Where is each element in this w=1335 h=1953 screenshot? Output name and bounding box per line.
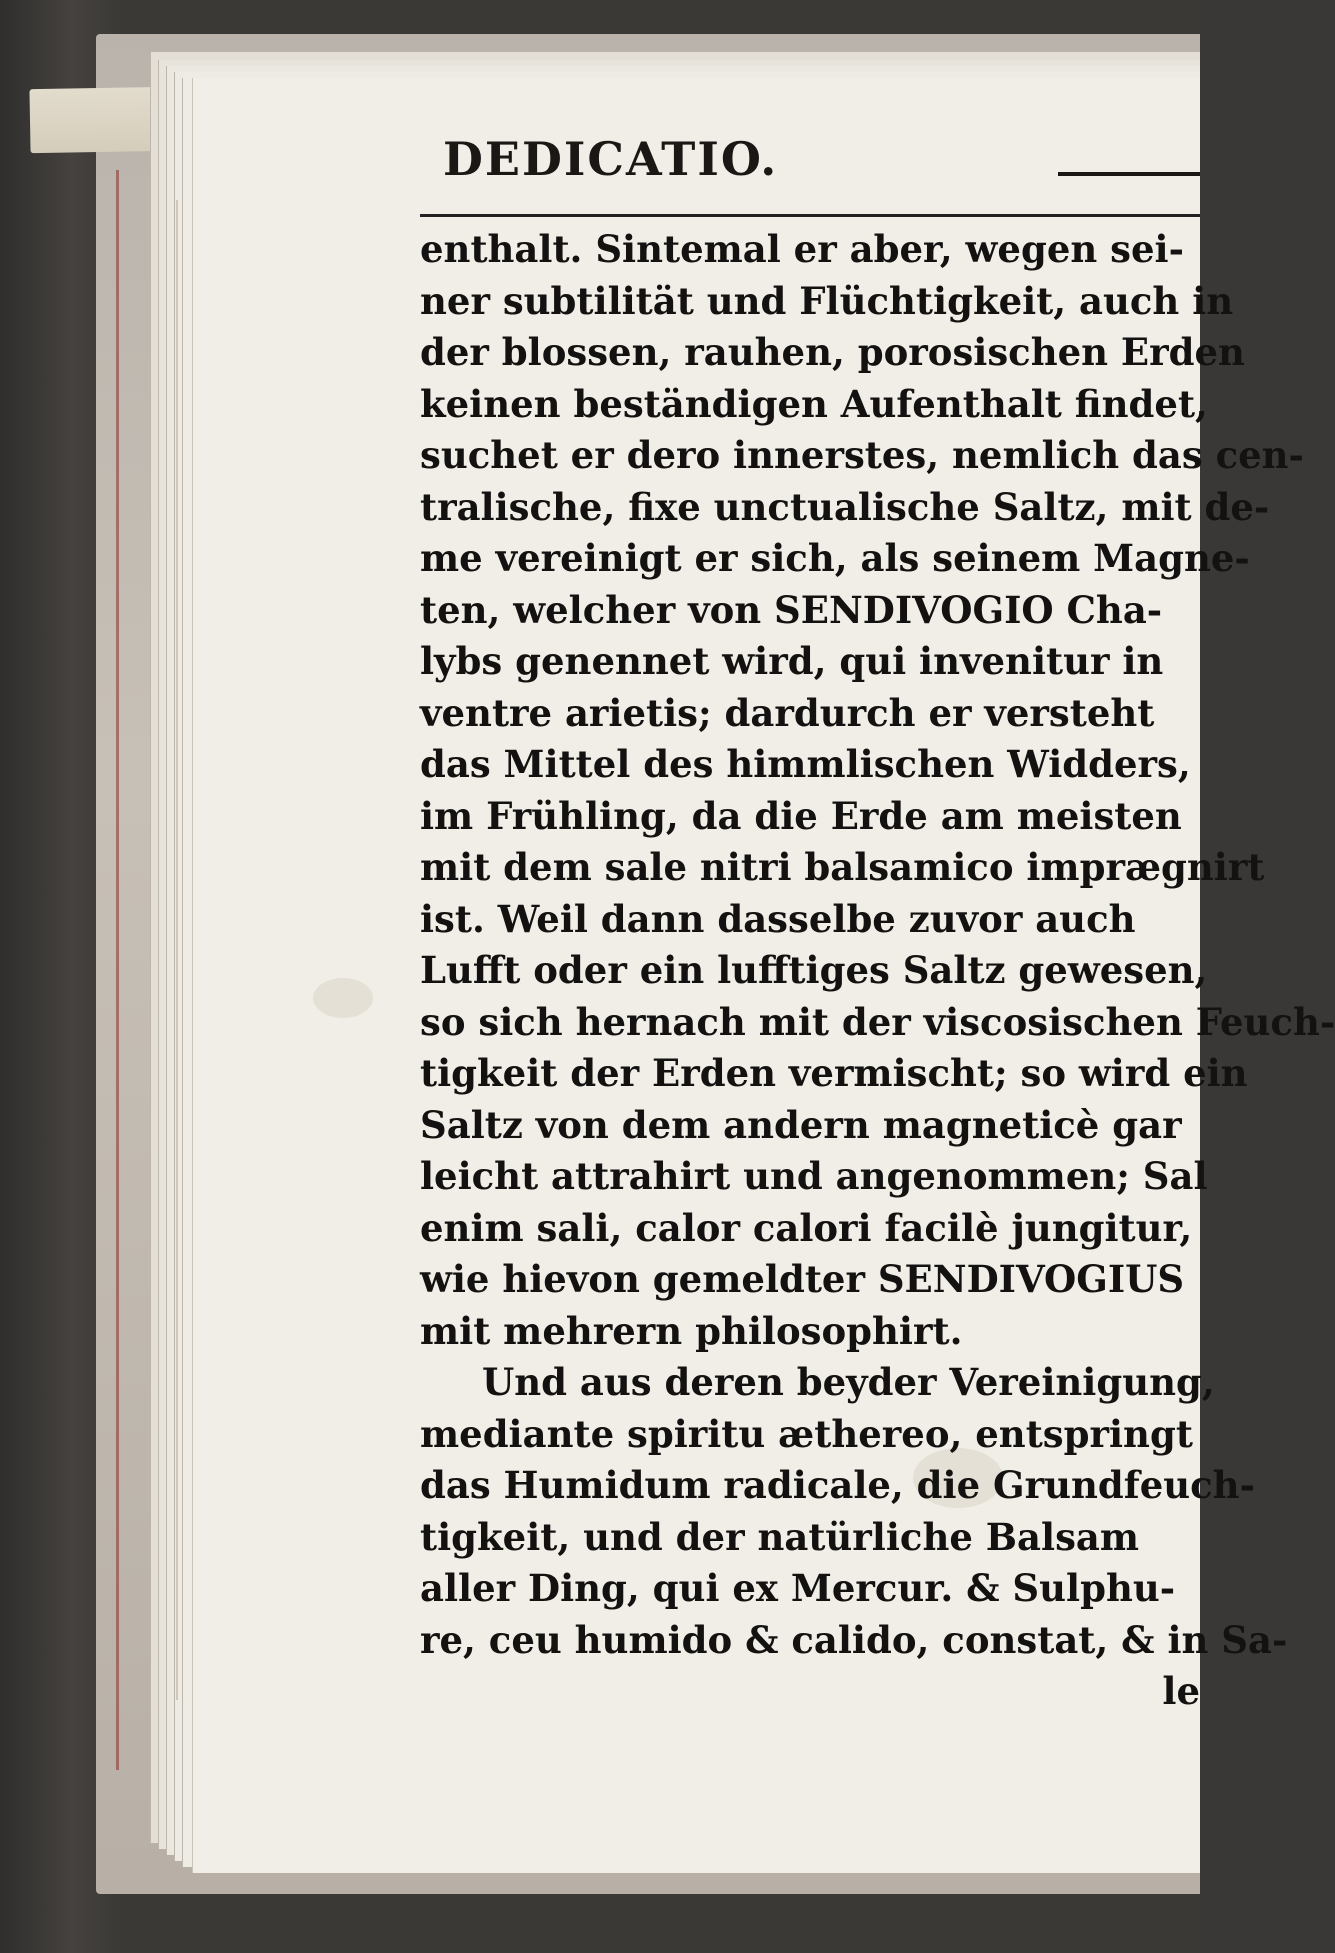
text-line: suchet er dero innerstes, nemlich das cen- xyxy=(420,433,1304,477)
text-line: ten, welcher von SENDIVOGIO Cha- xyxy=(420,587,1163,632)
text-line: keinen beständigen Aufenthalt findet, xyxy=(420,381,1208,426)
text-line: wie hievon gemeldter SENDIVOGIUS xyxy=(420,1257,1185,1301)
text-line: ventre arietis; dardurch er versteht xyxy=(420,690,1155,735)
body-text xyxy=(420,224,1335,1864)
text-line: enthalt. Sintemal er aber, wegen sei- xyxy=(420,227,1184,271)
text-line: das Humidum radicale, die Grundfeuch- xyxy=(420,1463,1255,1507)
text-line: der blossen, rauhen, porosischen Erden xyxy=(420,330,1245,374)
page-gutter xyxy=(176,200,178,1700)
page-header: DEDICATIO. xyxy=(443,132,779,186)
text-line: ner subtilität und Flüchtigkeit, auch in xyxy=(420,278,1234,323)
text-line: leicht attrahirt und angenommen; Sal xyxy=(420,1154,1208,1198)
text-line: tralische, fixe unctualische Saltz, mit de- xyxy=(420,484,1270,529)
cover-edge-stain xyxy=(116,170,119,1770)
header-rule xyxy=(420,214,1200,217)
text-line: ist. Weil dann dasselbe zuvor auch xyxy=(420,896,1136,941)
paragraph-start-line: Und aus deren beyder Vereinigung, xyxy=(482,1360,1215,1404)
text-line: enim sali, calor calori facilè jungitur, xyxy=(420,1205,1193,1250)
text-line: mit dem sale nitri balsamico imprægnirt xyxy=(420,845,1265,889)
text-line: re, ceu humido & calido, constat, & in Sa- xyxy=(420,1617,1288,1662)
paper-stain xyxy=(313,978,373,1018)
text-line: tigkeit, und der natürliche Balsam xyxy=(420,1514,1140,1559)
header-rule-right xyxy=(1058,172,1200,176)
text-line: tigkeit der Erden vermischt; so wird ein xyxy=(420,1051,1248,1095)
text-line: im Frühling, da die Erde am meisten xyxy=(420,793,1182,838)
text-line: so sich hernach mit der viscosischen Feuch- xyxy=(420,999,1335,1044)
text-line: me vereinigt er sich, als seinem Magne- xyxy=(420,536,1250,580)
text-line: Lufft oder ein lufftiges Saltz gewesen, xyxy=(420,948,1208,992)
text-line: Saltz von dem andern magneticè gar xyxy=(420,1102,1182,1147)
text-line: das Mittel des himmlischen Widders, xyxy=(420,742,1191,786)
text-line: lybs genennet wird, qui invenitur in xyxy=(420,639,1164,683)
text-line: mit mehrern philosophirt. xyxy=(420,1308,963,1353)
catchword: le xyxy=(1162,1669,1200,1713)
text-line: mediante spiritu æthereo, entspringt xyxy=(420,1411,1193,1456)
text-line: aller Ding, qui ex Mercur. & Sulphu- xyxy=(420,1566,1176,1610)
